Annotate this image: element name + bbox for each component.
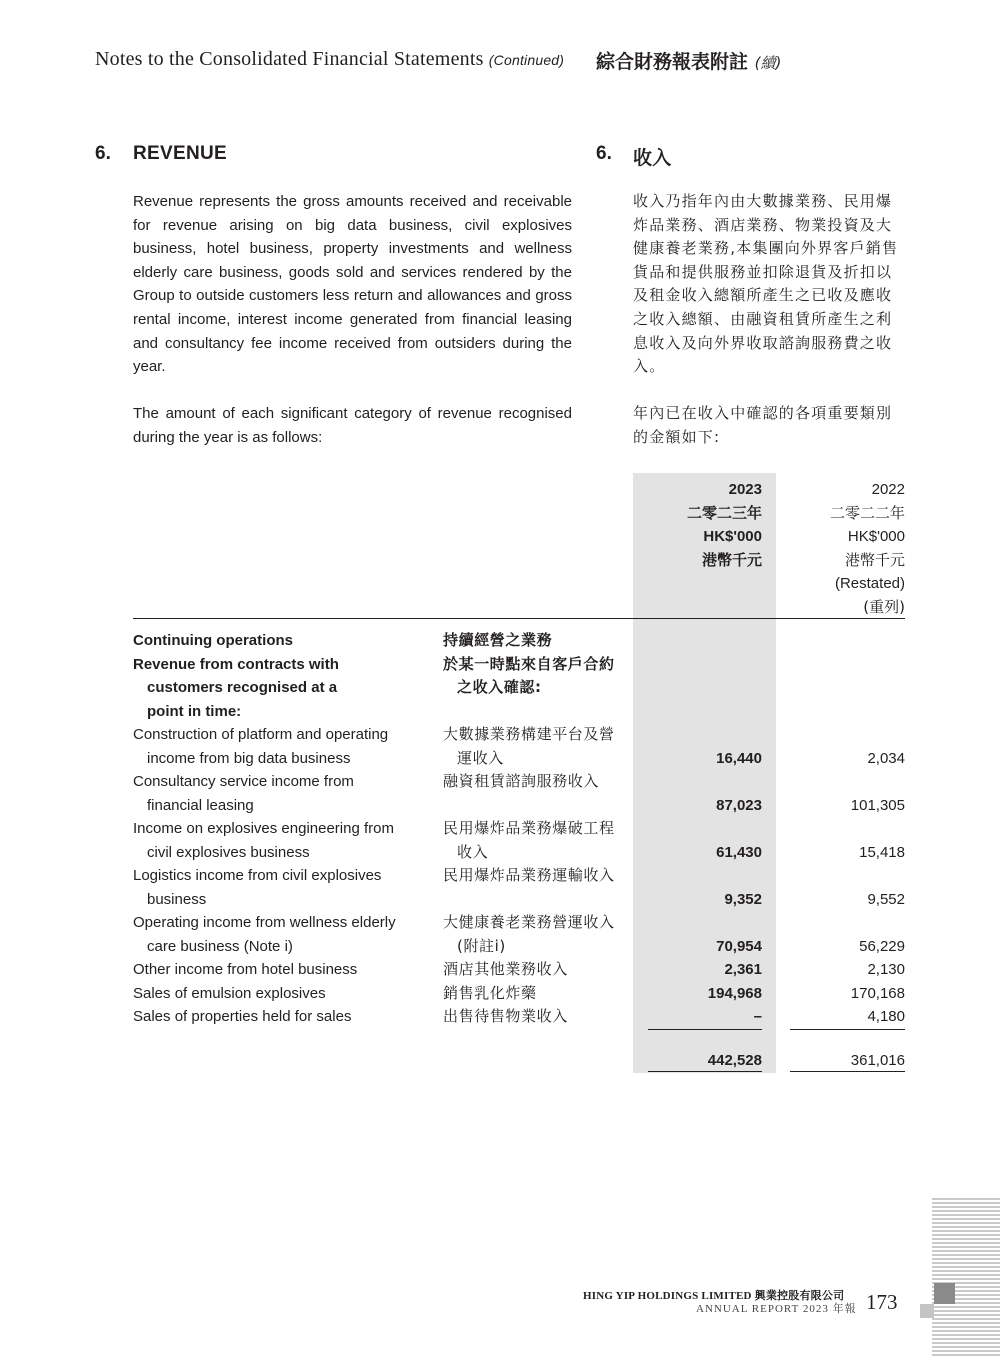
- value-2023: –: [753, 1008, 762, 1025]
- table-heading-zh: [443, 629, 628, 700]
- value-2022: 2,034: [867, 750, 905, 767]
- total-2022: 361,016: [850, 1052, 905, 1069]
- amount-paragraph-en: The amount of each significant category of revenue recognised during the year is as follows:: [133, 405, 572, 446]
- subtotal-rule-2022: [790, 1029, 905, 1030]
- value-2022: 56,229: [859, 938, 905, 955]
- value-2022: 2,130: [867, 961, 905, 978]
- table-row-label-zh: [443, 958, 628, 982]
- intro-paragraph-en: Revenue represents the gross amounts received and receivable for revenue arising on big data business, civil explosives business, hotel business, property investments and wellness elderly care business, goods sold and services rendered by the Group to outside customers less return and allowances and gross rental income, interest income generated from financial leasing and consultancy fee income received from outsiders during the year.: [133, 193, 572, 376]
- column-unit: HK$'000: [703, 528, 762, 546]
- subtotal-rule-2023: [648, 1029, 762, 1030]
- header-continued-zh: (續): [754, 54, 782, 72]
- header-title-en: Notes to the Consolidated Financial Statements: [95, 48, 484, 70]
- value-2022: 15,418: [859, 844, 905, 861]
- table-row-label-zh: [443, 770, 628, 794]
- heading-line: 之收入確認:: [457, 678, 542, 697]
- table-row-label-en: [133, 864, 433, 911]
- table-row-label-en: [133, 817, 433, 864]
- label-line: Logistics income from civil explosives: [133, 867, 382, 884]
- total-rule-2023: [648, 1071, 762, 1072]
- footer-report: ANNUAL REPORT 2023 年報: [696, 1303, 857, 1315]
- table-heading-en: [133, 629, 433, 723]
- header-continued-en: (Continued): [488, 52, 565, 68]
- label-line: Construction of platform and operating: [133, 726, 389, 743]
- running-header-en: [95, 48, 564, 71]
- column-restated: (Restated): [834, 575, 905, 593]
- decorative-stripes: [932, 1198, 1000, 1357]
- label-line: care business (Note i): [147, 937, 293, 955]
- column-unit: HK$'000: [847, 528, 905, 546]
- section-number-en: 6.: [95, 143, 111, 164]
- decorative-square-dark: [934, 1283, 955, 1304]
- table-row-label-zh: [443, 817, 628, 864]
- label-line: 融資租賃諮詢服務收入: [443, 772, 600, 790]
- label-line: 民用爆炸品業務爆破工程: [443, 819, 615, 837]
- label-line: Income on explosives engineering from: [133, 820, 394, 837]
- table-header-rule: [133, 618, 905, 619]
- table-row-label-en: [133, 958, 433, 982]
- label-line: Consultancy service income from: [133, 773, 354, 790]
- label-line: income from big data business: [147, 749, 351, 767]
- label-line: Sales of properties held for sales: [133, 1008, 352, 1025]
- label-line: Operating income from wellness elderly: [133, 914, 396, 931]
- value-2023: 194,968: [707, 985, 762, 1002]
- label-line: financial leasing: [147, 796, 254, 814]
- label-line: 大健康養老業務營運收入: [443, 913, 615, 931]
- column-unit-zh: 港幣千元: [701, 550, 762, 569]
- footer-company-zh: 興業控股有限公司: [754, 1289, 845, 1302]
- column-year-zh: 二零二三年: [686, 503, 762, 522]
- heading-line: Continuing operations: [133, 632, 293, 649]
- value-2022: 101,305: [850, 797, 905, 814]
- value-2023: 9,352: [724, 891, 762, 908]
- label-line: 大數據業務構建平台及營: [443, 725, 615, 743]
- table-row-label-zh: [443, 864, 628, 888]
- label-line: Sales of emulsion explosives: [133, 985, 326, 1002]
- section-title-zh: 收入: [633, 147, 672, 169]
- table-row-label-en: [133, 723, 433, 770]
- page-number: 173: [866, 1290, 898, 1314]
- value-2022: 4,180: [867, 1008, 905, 1025]
- value-2023: 87,023: [716, 797, 762, 814]
- heading-line: Revenue from contracts with: [133, 655, 339, 673]
- value-2023: 70,954: [716, 938, 762, 955]
- table-row-label-zh: [443, 723, 628, 770]
- label-line: 運收入: [457, 748, 504, 767]
- table-row-label-en: [133, 911, 433, 958]
- table-row-label-en: [133, 1005, 433, 1029]
- column-year-zh: 二零二二年: [829, 503, 905, 522]
- value-2023: 16,440: [716, 750, 762, 767]
- decorative-square-light: [920, 1304, 934, 1318]
- table-row-label-en: [133, 982, 433, 1006]
- column-year: 2022: [871, 481, 905, 498]
- heading-line: point in time:: [147, 702, 242, 720]
- column-header-2023: [633, 478, 762, 572]
- running-header-zh: [596, 47, 781, 74]
- column-year: 2023: [728, 481, 762, 498]
- total-2023: 442,528: [707, 1052, 762, 1069]
- header-title-zh: 綜合財務報表附註: [596, 51, 749, 73]
- table-row-label-en: [133, 770, 433, 817]
- table-row-label-zh: [443, 982, 628, 1006]
- label-line: 出售待售物業收入: [443, 1007, 568, 1025]
- amount-paragraph-zh: 年內已在收入中確認的各項重要類別的金額如下:: [633, 404, 893, 446]
- value-2022: 170,168: [850, 985, 905, 1002]
- column-restated-zh: (重列): [863, 597, 905, 616]
- heading-line: customers recognised at a: [147, 679, 338, 697]
- intro-paragraph-zh: 收入乃指年內由大數據業務、民用爆炸品業務、酒店業務、物業投資及大健康養老業務,本集團向外界客戶銷售貨品和提供服務並扣除退貨及折扣以及租金收入總額所產生之已收及應收之收入總額、由融資租賃所產生之利息收入及向外界收取諮詢服務費之收入。: [633, 192, 899, 376]
- label-line: 民用爆炸品業務運輸收入: [443, 866, 615, 884]
- section-title-en: REVENUE: [133, 143, 227, 164]
- label-line: business: [147, 890, 207, 908]
- column-unit-zh: 港幣千元: [844, 550, 905, 569]
- label-line: 酒店其他業務收入: [443, 960, 568, 978]
- heading-line: 於某一時點來自客戶合約: [443, 654, 615, 673]
- footer-company-en: HING YIP HOLDINGS LIMITED: [583, 1290, 752, 1302]
- label-line: (附註i): [457, 936, 506, 955]
- label-line: civil explosives business: [147, 843, 310, 861]
- table-row-label-zh: [443, 911, 628, 958]
- value-2023: 2,361: [724, 961, 762, 978]
- column-header-2022: [776, 478, 905, 620]
- section-number-zh: 6.: [596, 143, 612, 164]
- value-2022: 9,552: [867, 891, 905, 908]
- table-row-label-zh: [443, 1005, 628, 1029]
- value-2023: 61,430: [716, 844, 762, 861]
- label-line: 收入: [457, 842, 489, 861]
- label-line: 銷售乳化炸藥: [443, 984, 537, 1002]
- label-line: Other income from hotel business: [133, 961, 358, 978]
- heading-line: 持續經營之業務: [443, 631, 553, 649]
- total-rule-2022: [790, 1071, 905, 1072]
